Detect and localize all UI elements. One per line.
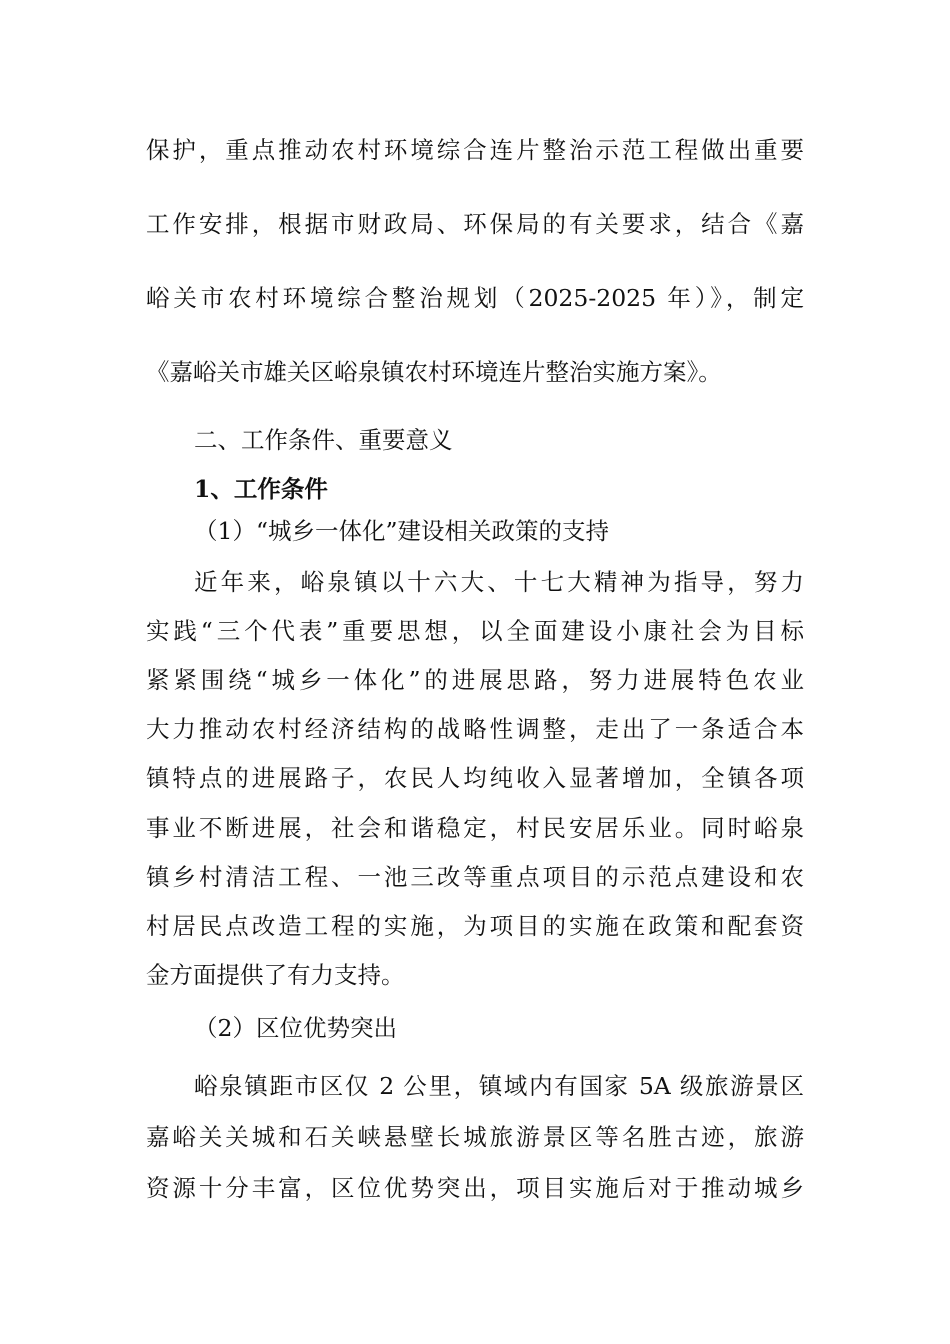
paragraph-line: 大力推动农村经济结构的战略性调整，走出了一条适合本	[146, 715, 804, 743]
paragraph-line: 事业不断进展，社会和谐稳定，村民安居乐业。同时峪泉	[146, 814, 804, 842]
paragraph-line: 镇特点的进展路子，农民人均纯收入显著增加，全镇各项	[146, 764, 804, 792]
paragraph-line: 镇乡村清洁工程、一池三改等重点项目的示范点建设和农	[146, 863, 804, 891]
subsection-heading: 1、工作条件	[194, 475, 328, 503]
paragraph-line: 金方面提供了有力支持。	[146, 961, 405, 989]
item-heading: （1）“城乡一体化”建设相关政策的支持	[194, 517, 609, 545]
paragraph-line: 保护，重点推动农村环境综合连片整治示范工程做出重要	[146, 136, 804, 164]
paragraph-line: 资源十分丰富，区位优势突出，项目实施后对于推动城乡	[146, 1174, 804, 1202]
paragraph-line: 《嘉峪关市雄关区峪泉镇农村环境连片整治实施方案》。	[146, 358, 722, 386]
item-heading: （2）区位优势突出	[194, 1014, 397, 1042]
section-heading: 二、工作条件、重要意义	[194, 426, 453, 454]
paragraph-line: 工作安排，根据市财政局、环保局的有关要求，结合《嘉	[146, 210, 804, 238]
paragraph-line: 实践“三个代表”重要思想，以全面建设小康社会为目标	[146, 617, 804, 645]
paragraph-line: 近年来，峪泉镇以十六大、十七大精神为指导，努力	[194, 568, 804, 596]
paragraph-line: 峪泉镇距市区仅 2 公里，镇域内有国家 5A 级旅游景区	[194, 1072, 804, 1100]
paragraph-line: 村居民点改造工程的实施，为项目的实施在政策和配套资	[146, 912, 804, 940]
paragraph-line: 紧紧围绕“城乡一体化”的进展思路，努力进展特色农业	[146, 666, 804, 694]
paragraph-line: 峪关市农村环境综合整治规划（2025-2025 年）》，制定	[146, 284, 804, 312]
paragraph-line: 嘉峪关关城和石关峡悬壁长城旅游景区等名胜古迹，旅游	[146, 1123, 804, 1151]
